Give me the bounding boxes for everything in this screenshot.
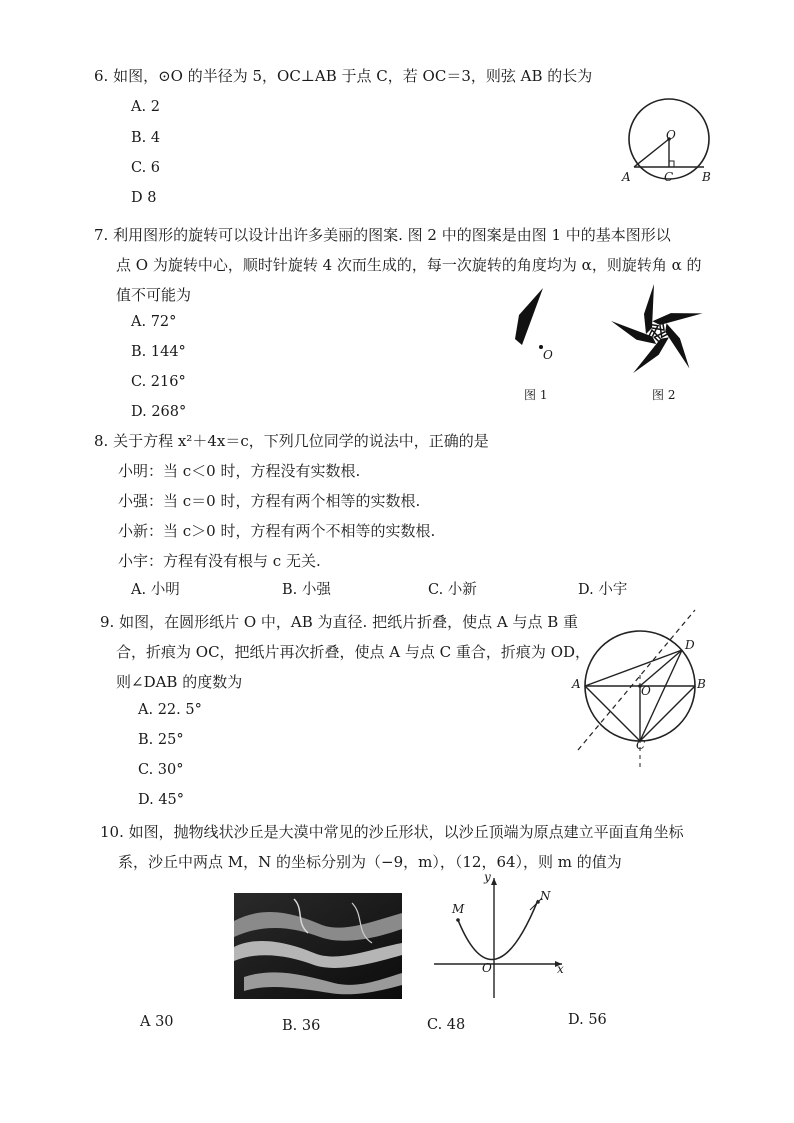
q10-stem-line-1: 10. 如图，抛物线状沙丘是大漠中常见的沙丘形状，以沙丘顶端为原点建立平面直角坐标 [100, 823, 684, 841]
q7-option-c: C. 216° [131, 374, 186, 390]
q8-option-c: C. 小新 [428, 582, 477, 598]
q9-stem-line-2: 合，折痕为 OC，把纸片再次折叠，使点 A 与点 C 重合，折痕为 OD， [116, 643, 591, 661]
q10-label-x: x [557, 962, 564, 976]
q8-option-d: D. 小宇 [578, 582, 628, 598]
q8-option-a: A. 小明 [131, 582, 180, 598]
q10-point-m [456, 918, 460, 922]
q10-option-a: A 30 [140, 1014, 174, 1030]
q7-figure-2-pinwheel [598, 280, 716, 388]
q9-label-d: D [685, 638, 695, 652]
q6-label-b: B [702, 170, 711, 184]
q10-label-n: N [540, 889, 551, 903]
q9-folded-circle-figure [570, 600, 710, 780]
q6-stem: 6. 如图，⊙O 的半径为 5，OC⊥AB 于点 C，若 OC＝3，则弦 AB 的长为 [94, 67, 593, 85]
q9-stem-line-3: 则∠DAB 的度数为 [116, 673, 243, 691]
q8-claim-xiaoming: 小明：当 c＜0 时，方程没有实数根. [118, 462, 361, 480]
q6-segment-oa [634, 139, 669, 167]
q9-segment-od [640, 650, 682, 686]
q7-figure-1-basic-shape [505, 285, 565, 365]
q6-option-c: C. 6 [131, 160, 161, 176]
q7-option-d: D. 268° [131, 404, 187, 420]
q10-option-b: B. 36 [282, 1018, 321, 1034]
q9-label-b: B [697, 677, 706, 691]
q10-y-axis-arrow [491, 878, 497, 885]
q9-option-c: C. 30° [138, 762, 184, 778]
q9-label-o: O [641, 684, 651, 698]
q9-stem-line-1: 9. 如图，在圆形纸片 O 中，AB 为直径. 把纸片折叠，使点 A 与点 B 重 [100, 613, 579, 631]
q10-parabola-curve [458, 900, 538, 960]
q10-stem-line-2: 系，沙丘中两点 M，N 的坐标分别为（−9，m），（12，64），则 m 的值为 [118, 853, 622, 871]
q10-label-y: y [484, 870, 491, 884]
q6-label-a: A [622, 170, 631, 184]
q10-option-d: D. 56 [568, 1012, 607, 1028]
q7-option-a: A. 72° [131, 314, 177, 330]
q10-sand-dune-photo [234, 893, 402, 999]
q7-fig2-caption: 图 2 [652, 388, 676, 402]
q6-option-d: D 8 [131, 190, 157, 206]
q7-fig1-caption: 图 1 [524, 388, 548, 402]
q10-label-o: O [482, 961, 492, 975]
q9-option-a: A. 22. 5° [138, 702, 202, 718]
q8-option-b: B. 小强 [282, 582, 331, 598]
q6-label-c: C [664, 170, 674, 184]
q6-option-a: A. 2 [131, 99, 160, 115]
q7-fig1-label-o: O [543, 348, 553, 362]
q6-label-o: O [666, 128, 676, 142]
q8-claim-xiaoqiang: 小强：当 c＝0 时，方程有两个相等的实数根. [118, 492, 421, 510]
q9-label-c: C [636, 738, 646, 752]
q9-option-b: B. 25° [138, 732, 184, 748]
q7-fig2-blade-1 [644, 284, 664, 334]
q7-option-b: B. 144° [131, 344, 186, 360]
q10-option-c: C. 48 [427, 1017, 466, 1033]
q8-claim-xiaoyu: 小宇：方程有没有根与 c 无关. [118, 552, 321, 570]
q6-option-b: B. 4 [131, 130, 161, 146]
q7-stem-line-3: 值不可能为 [116, 286, 192, 304]
q7-fig1-dark-blade [515, 288, 543, 345]
q9-label-a: A [572, 677, 581, 691]
q6-right-angle-mark [669, 161, 674, 167]
q7-fig2-blade-2 [652, 304, 706, 338]
q8-claim-xiaoxin: 小新：当 c＞0 时，方程有两个不相等的实数根. [118, 522, 436, 540]
q8-stem: 8. 关于方程 x²＋4x＝c，下列几位同学的说法中，正确的是 [94, 432, 489, 450]
q10-label-m: M [452, 902, 465, 916]
q7-stem-line-1: 7. 利用图形的旋转可以设计出许多美丽的图案. 图 2 中的图案是由图 1 中的基本图形以 [94, 226, 671, 244]
q9-option-d: D. 45° [138, 792, 185, 808]
q7-stem-line-2: 点 O 为旋转中心，顺时针旋转 4 次而生成的，每一次旋转的角度均为 α，则旋转角 α 的 [116, 256, 702, 274]
